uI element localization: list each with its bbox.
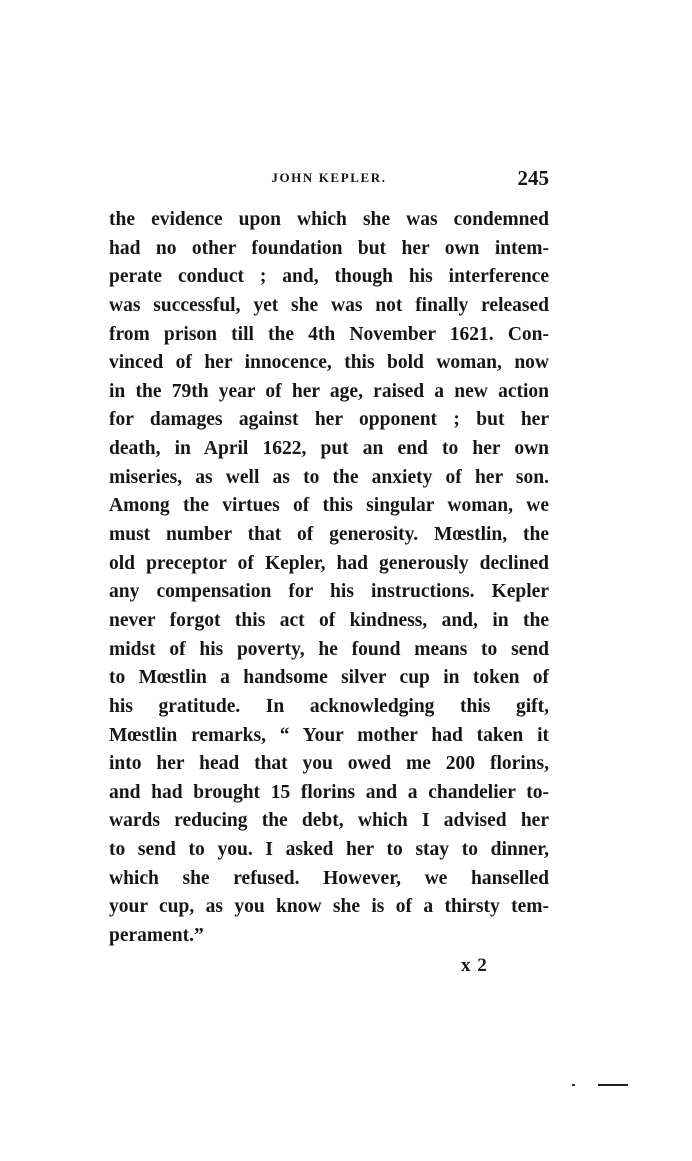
ink-rule bbox=[598, 1084, 628, 1086]
text-line: miseries, as well as to the anxiety of her son. bbox=[109, 466, 549, 488]
text-line: had no other foundation but her own intem- bbox=[109, 237, 549, 259]
text-line: the evidence upon which she was condemned bbox=[109, 209, 549, 230]
running-title: JOHN KEPLER. bbox=[271, 170, 387, 185]
ink-dot bbox=[572, 1084, 575, 1086]
text-line: to Mœstlin a handsome silver cup in token of bbox=[109, 667, 549, 689]
signature-mark: x 2 bbox=[461, 955, 488, 976]
text-line: wards reducing the debt, which I advised her bbox=[109, 810, 549, 832]
text-line: death, in April 1622, put an end to her own bbox=[109, 438, 549, 460]
text-line: Mœstlin remarks, “ Your mother had taken it bbox=[109, 724, 549, 746]
text-line: old preceptor of Kepler, had generously declined bbox=[109, 552, 549, 574]
body-text bbox=[109, 206, 549, 951]
text-line: and had brought 15 florins and a chandelier to- bbox=[109, 781, 549, 803]
text-line: perament.” bbox=[109, 925, 204, 947]
text-line: your cup, as you know she is of a thirsty tem- bbox=[109, 896, 549, 918]
text-line: from prison till the 4th November 1621. Con- bbox=[109, 323, 549, 345]
text-line: perate conduct ; and, though his interference bbox=[109, 266, 549, 288]
running-head bbox=[109, 166, 549, 192]
text-line: in the 79th year of her age, raised a new action bbox=[109, 380, 549, 402]
text-line: to send to you. I asked her to stay to dinner, bbox=[109, 839, 549, 861]
page-number: 245 bbox=[517, 166, 549, 190]
text-line: never forgot this act of kindness, and, in the bbox=[109, 609, 549, 631]
text-line: midst of his poverty, he found means to send bbox=[109, 638, 549, 660]
text-line: any compensation for his instructions. Kepler bbox=[109, 581, 549, 603]
text-line: which she refused. However, we hanselled bbox=[109, 867, 549, 889]
text-line: vinced of her innocence, this bold woman, now bbox=[109, 352, 549, 374]
text-line: was successful, yet she was not finally released bbox=[109, 294, 549, 316]
text-line: must number that of generosity. Mœstlin, the bbox=[109, 524, 549, 546]
text-line: into her head that you owed me 200 florins, bbox=[109, 753, 549, 775]
text-line: Among the virtues of this singular woman, we bbox=[109, 495, 549, 517]
text-line: his gratitude. In acknowledging this gift, bbox=[109, 695, 549, 717]
text-line: for damages against her opponent ; but her bbox=[109, 409, 549, 431]
